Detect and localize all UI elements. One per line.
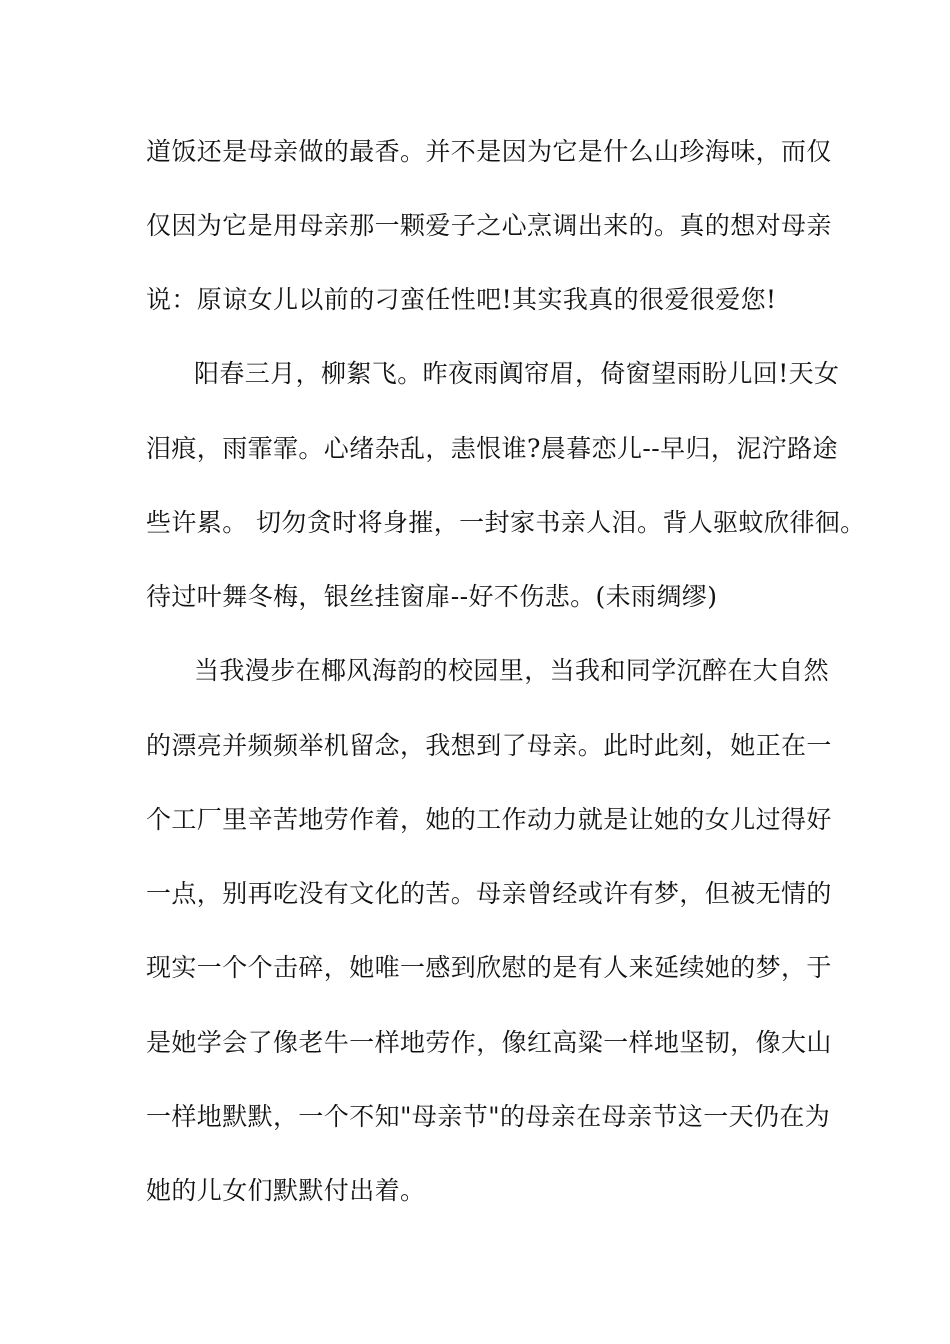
text-line: 些许累。 切勿贪时将身摧，一封家书亲人泪。背人驱蚊欣徘徊。 [146,508,866,537]
text-line: 的漂亮并频频举机留念，我想到了母亲。此时此刻，她正在一 [146,731,832,760]
paragraph-start-line: 当我漫步在椰风海韵的校园里，当我和同学沉醉在大自然 [194,656,830,685]
text-line: 一样地默默，一个不知"母亲节"的母亲在母亲节这一天仍在为 [146,1102,831,1131]
text-line: 道饭还是母亲做的最香。并不是因为它是什么山珍海味，而仅 [146,137,832,166]
text-line: 现实一个个击碎，她唯一感到欣慰的是有人来延续她的梦，于 [146,953,832,982]
text-line: 个工厂里辛苦地劳作着，她的工作动力就是让她的女儿过得好 [146,805,832,834]
text-line: 说：原谅女儿以前的刁蛮任性吧!其实我真的很爱很爱您! [146,285,777,314]
text-line: 一点，别再吃没有文化的苦。母亲曾经或许有梦，但被无情的 [146,879,832,908]
text-line: 泪痕，雨霏霏。心绪杂乱，恚恨谁?晨暮恋儿--早归，泥泞路途 [146,434,838,463]
text-line: 是她学会了像老牛一样地劳作，像红高粱一样地坚韧，像大山 [146,1028,832,1057]
text-line: 她的儿女们默默付出着。 [146,1176,426,1205]
paragraph-start-line: 阳春三月，柳絮飞。昨夜雨阗帘眉，倚窗望雨盼儿回!天女 [194,359,840,388]
text-line: 待过叶舞冬梅，银丝挂窗扉--好不伤悲。(未雨绸缪) [146,582,718,611]
text-line: 仅因为它是用母亲那一颗爱子之心烹调出来的。真的想对母亲 [146,211,832,240]
